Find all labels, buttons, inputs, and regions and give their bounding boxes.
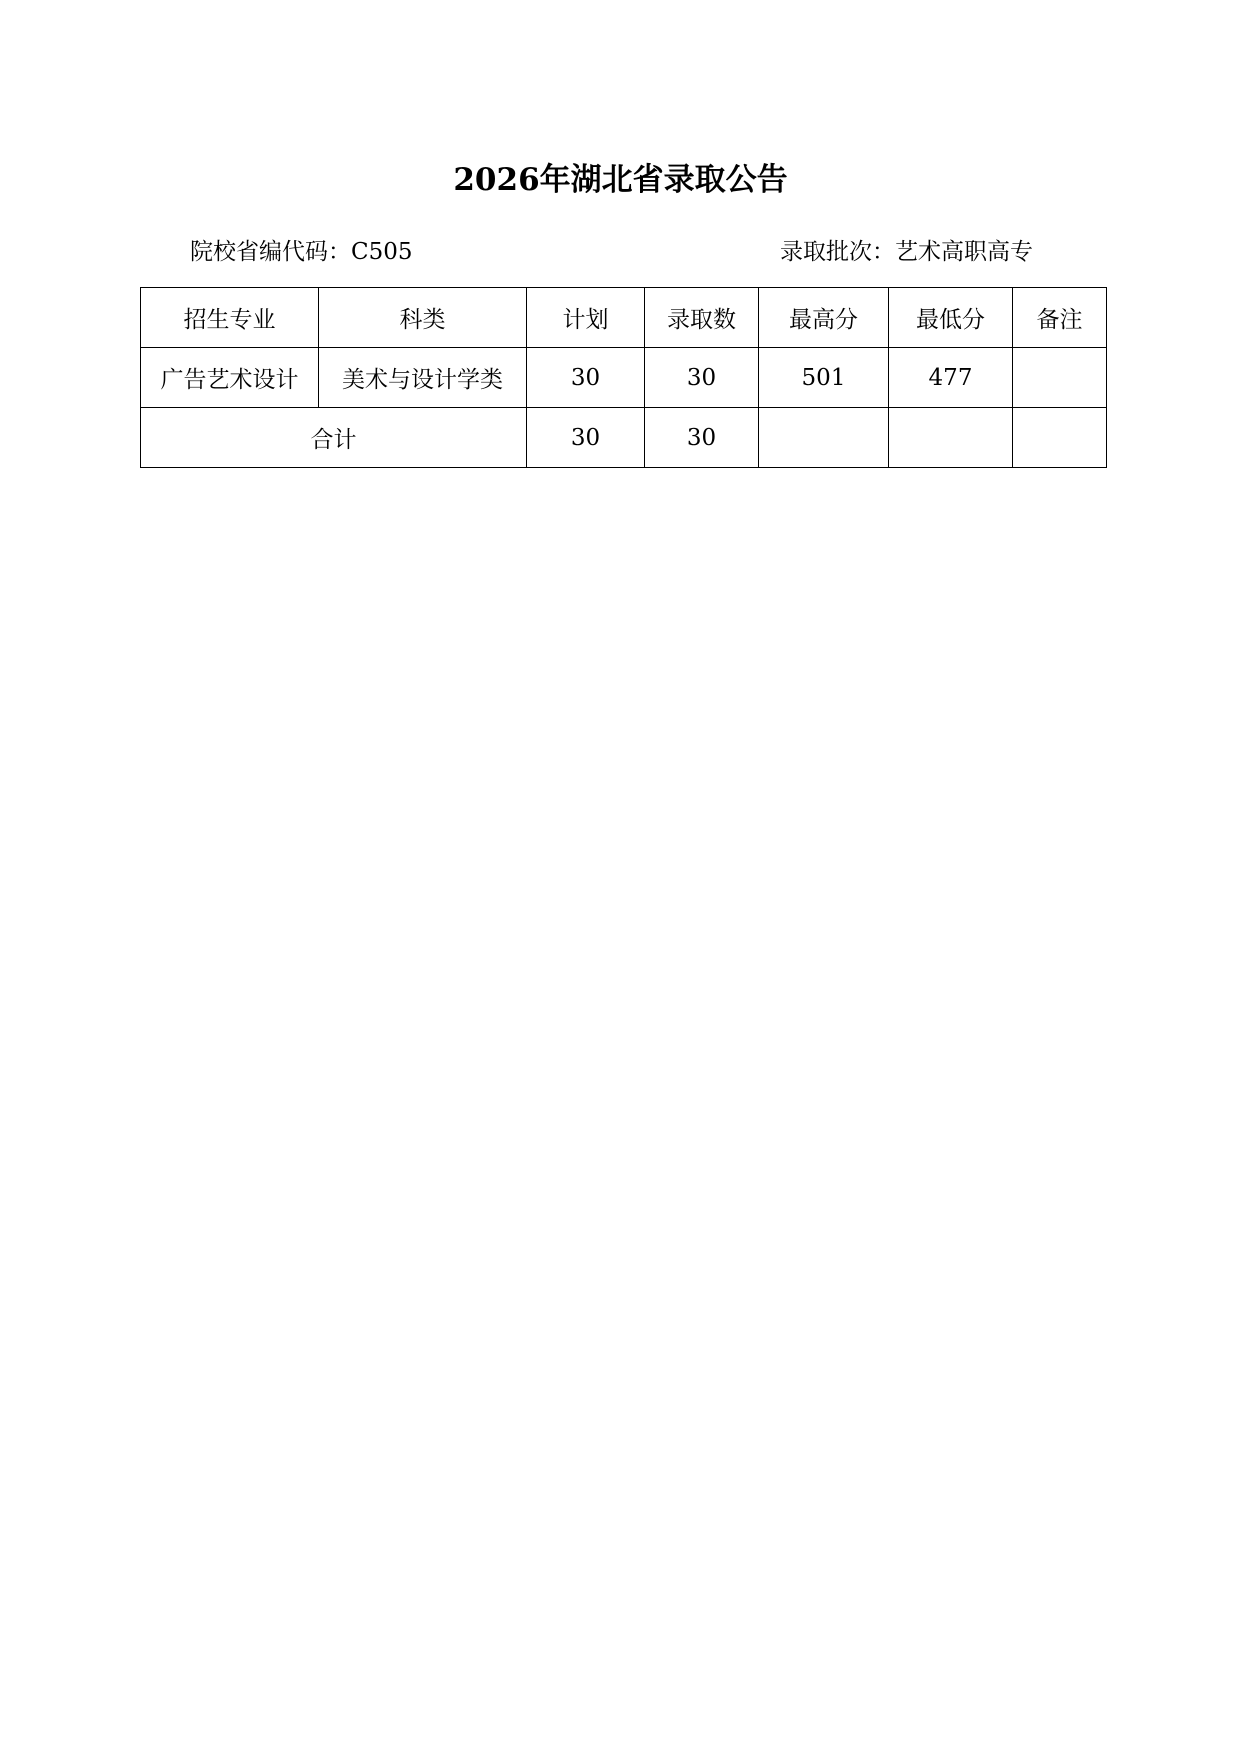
header-admitted: 录取数: [645, 288, 759, 348]
cell-note: [1013, 348, 1107, 408]
cell-plan: 30: [527, 348, 645, 408]
page-title: 2026年湖北省录取公告: [453, 162, 788, 198]
header-max-score: 最高分: [759, 288, 889, 348]
cell-major: 广告艺术设计: [141, 348, 319, 408]
header-major: 招生专业: [141, 288, 319, 348]
header-note: 备注: [1013, 288, 1107, 348]
admissions-table: [140, 287, 1107, 468]
total-plan: 30: [527, 408, 645, 468]
cell-admitted: 30: [645, 348, 759, 408]
cell-category: 美术与设计学类: [319, 348, 527, 408]
header-category: 科类: [319, 288, 527, 348]
cell-max-score: 501: [759, 348, 889, 408]
table-header-row: [141, 288, 1107, 348]
total-note: [1013, 408, 1107, 468]
admission-batch: 录取批次：艺术高职高专: [780, 239, 1033, 265]
total-label: 合计: [141, 408, 527, 468]
total-max-score: [759, 408, 889, 468]
header-plan: 计划: [527, 288, 645, 348]
header-min-score: 最低分: [889, 288, 1013, 348]
cell-min-score: 477: [889, 348, 1013, 408]
table-row: [141, 348, 1107, 408]
total-admitted: 30: [645, 408, 759, 468]
school-code: 院校省编代码：C505: [190, 239, 413, 265]
total-row: [141, 408, 1107, 468]
total-min-score: [889, 408, 1013, 468]
